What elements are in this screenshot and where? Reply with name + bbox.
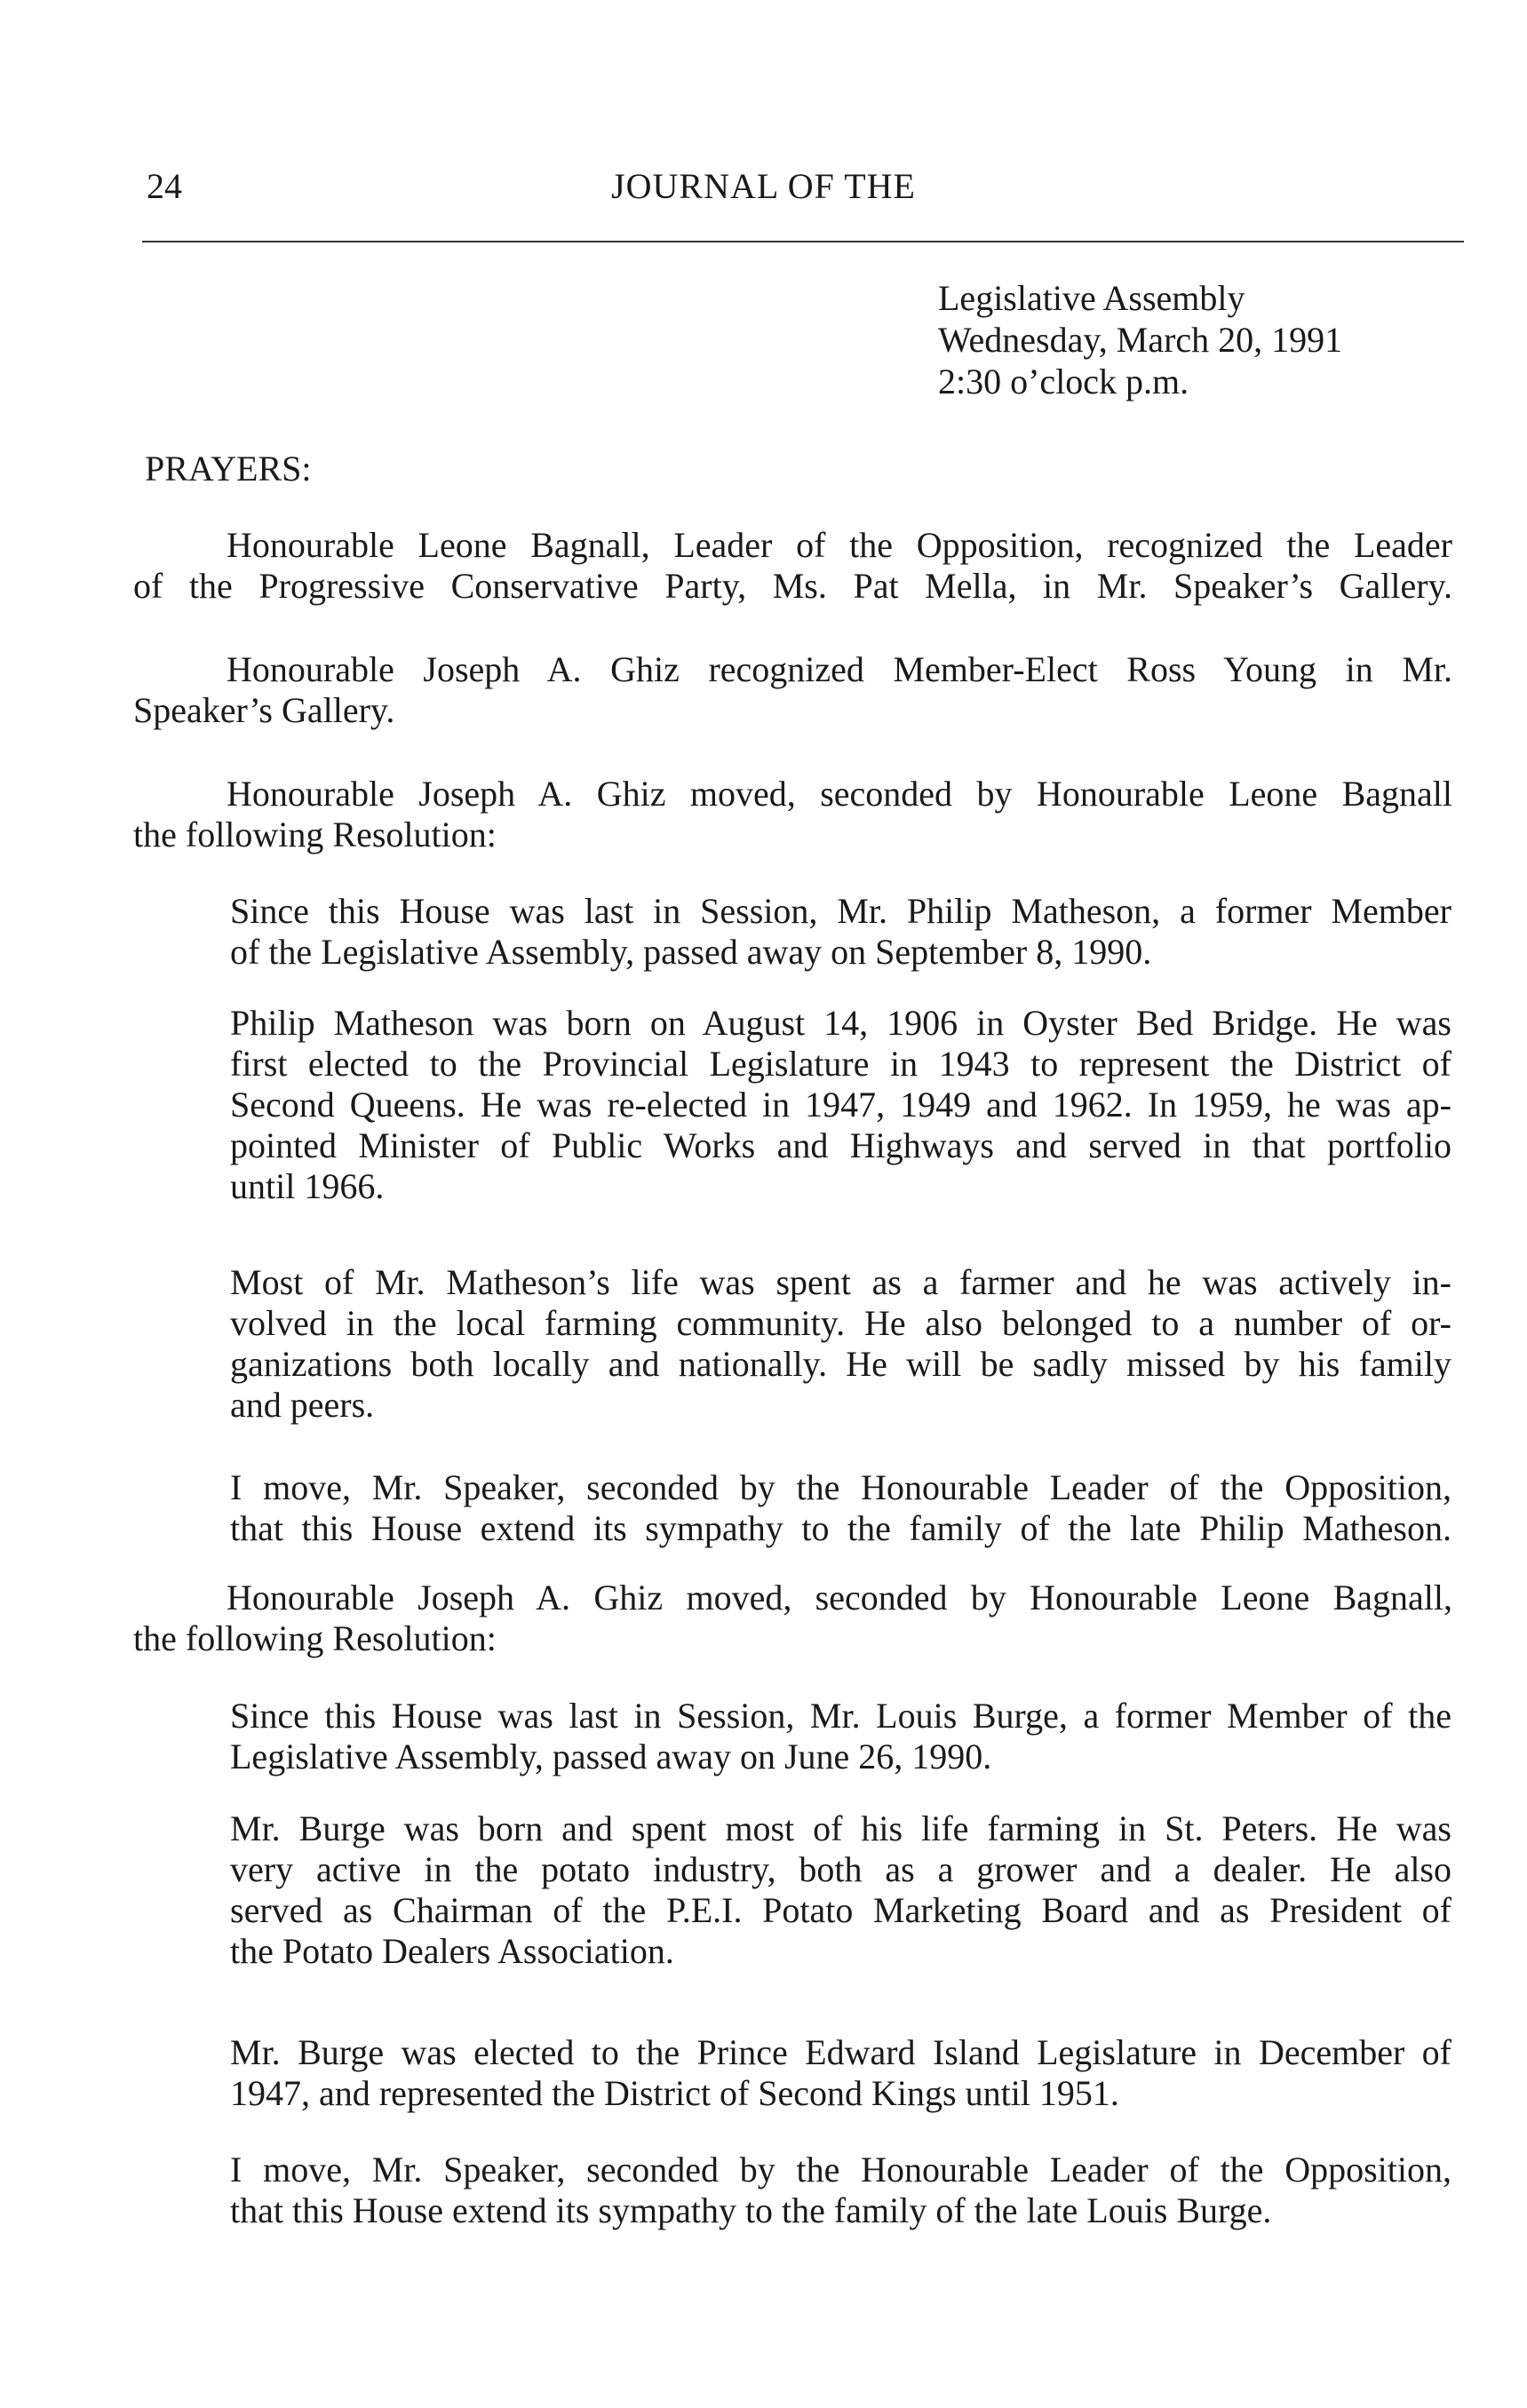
text-line: first elected to the Provincial Legislature in 1943 to represent the District of: [230, 1044, 1451, 1084]
text-line: Mr. Burge was elected to the Prince Edward Island Legislature in December of: [230, 2032, 1451, 2072]
text-line: volved in the local farming community. He also belonged to a number of or-: [230, 1303, 1451, 1343]
matheson-paragraph-3: [230, 1262, 1451, 1426]
text-line: Honourable Joseph A. Ghiz moved, seconded by Honourable Leone Bagnall,: [227, 1578, 1452, 1617]
text-line: of the Legislative Assembly, passed away on September 8, 1990.: [230, 932, 1152, 972]
running-title: JOURNAL OF THE: [611, 166, 916, 206]
page-number: 24: [147, 166, 182, 206]
recognition-paragraph-2: [133, 649, 1452, 731]
text-line: Since this House was last in Session, Mr. Philip Matheson, a former Member: [230, 891, 1451, 931]
text-line: until 1966.: [230, 1166, 385, 1206]
text-line: Mr. Burge was born and spent most of his life farming in St. Peters. He was: [230, 1808, 1451, 1848]
motion-paragraph-2: [133, 1578, 1452, 1659]
text-line: Second Queens. He was re-elected in 1947, 1949 and 1962. In 1959, he was ap-: [230, 1085, 1451, 1125]
text-line: pointed Minister of Public Works and Highways and served in that portfolio: [230, 1125, 1451, 1165]
burge-paragraph-2: [230, 1808, 1451, 1972]
sitting-date: Wednesday, March 20, 1991: [938, 320, 1343, 360]
text-line: Most of Mr. Matheson’s life was spent as a farmer and he was actively in-: [230, 1262, 1451, 1302]
burge-paragraph-1: [230, 1696, 1451, 1777]
text-line: Honourable Leone Bagnall, Leader of the Opposition, recognized the Leader: [227, 525, 1452, 565]
header-rule: [142, 241, 1464, 242]
text-line: of the Progressive Conservative Party, Ms. Pat Mella, in Mr. Speaker’s Gallery.: [133, 566, 1452, 606]
text-line: I move, Mr. Speaker, seconded by the Honourable Leader of the Opposition,: [230, 2150, 1451, 2189]
text-line: Philip Matheson was born on August 14, 1906 in Oyster Bed Bridge. He was: [230, 1003, 1451, 1043]
text-line: the Potato Dealers Association.: [230, 1931, 674, 1971]
text-line: very active in the potato industry, both as a grower and a dealer. He also: [230, 1849, 1451, 1889]
text-line: Speaker’s Gallery.: [133, 690, 395, 730]
text-line: 1947, and represented the District of Second Kings until 1951.: [230, 2073, 1119, 2113]
matheson-paragraph-2: [230, 1003, 1451, 1207]
sitting-body: Legislative Assembly: [938, 278, 1245, 318]
text-line: the following Resolution:: [133, 815, 497, 854]
recognition-paragraph-1: [133, 525, 1452, 607]
text-line: I move, Mr. Speaker, seconded by the Honourable Leader of the Opposition,: [230, 1467, 1451, 1507]
burge-paragraph-3: [230, 2032, 1451, 2114]
prayers-heading: PRAYERS:: [145, 449, 312, 489]
text-line: that this House extend its sympathy to the family of the late Philip Matheson.: [230, 1508, 1451, 1548]
sitting-info: [938, 277, 1342, 402]
matheson-paragraph-1: [230, 891, 1451, 973]
text-line: served as Chairman of the P.E.I. Potato Marketing Board and as President of: [230, 1890, 1451, 1930]
matheson-paragraph-4: [230, 1467, 1451, 1549]
sitting-time: 2:30 o’clock p.m.: [938, 362, 1189, 401]
burge-paragraph-4: [230, 2150, 1451, 2231]
text-line: Honourable Joseph A. Ghiz recognized Member-Elect Ross Young in Mr.: [227, 649, 1452, 689]
text-line: the following Resolution:: [133, 1618, 497, 1658]
text-line: that this House extend its sympathy to the family of the late Louis Burge.: [230, 2190, 1272, 2230]
text-line: and peers.: [230, 1385, 375, 1425]
text-line: Legislative Assembly, passed away on June 26, 1990.: [230, 1736, 992, 1776]
text-line: Since this House was last in Session, Mr. Louis Burge, a former Member of the: [230, 1696, 1451, 1736]
motion-paragraph-1: [133, 774, 1452, 855]
text-line: ganizations both locally and nationally. He will be sadly missed by his family: [230, 1344, 1451, 1384]
text-line: Honourable Joseph A. Ghiz moved, seconded by Honourable Leone Bagnall: [227, 774, 1452, 814]
